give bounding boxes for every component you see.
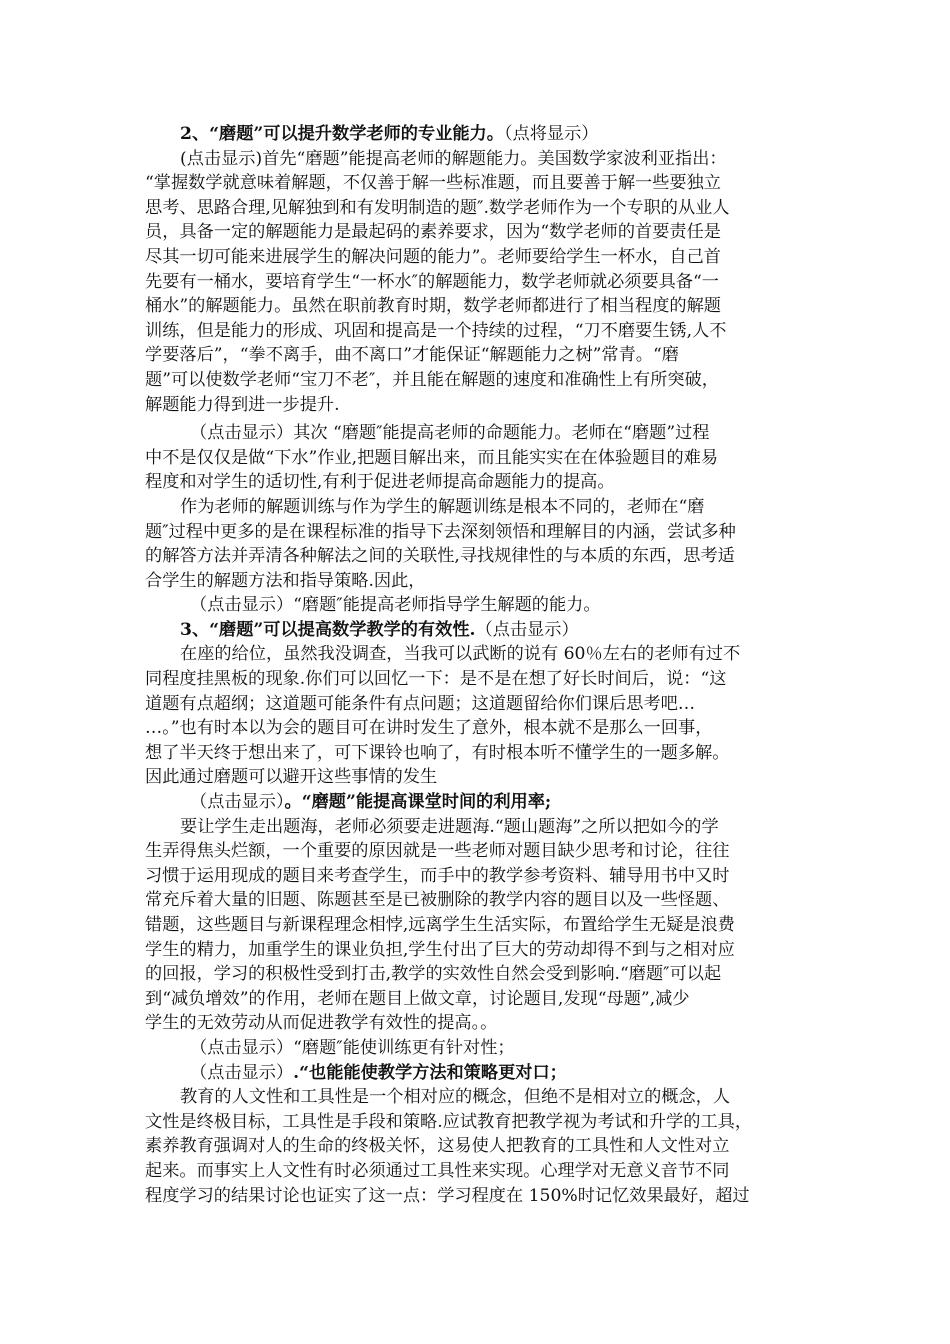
section-2-heading-note: （点将显示） <box>503 124 599 144</box>
paragraph-line: 教育的人文性和工具性是一个相对应的概念，但绝不是相对立的概念，人 <box>180 1087 731 1108</box>
paragraph-line: 生弄得焦头烂额，一个重要的原因就是一些老师对题目缺少思考和讨论，往往 <box>145 841 730 862</box>
paragraph-line: “掌握数学就意味着解题，不仅善于解一些标准题，而且要善于解一些要独立 <box>145 173 721 194</box>
paragraph-line: 道题有点超纲；这道题可能条件有点问题；这道题留给你们课后思考吧… <box>145 693 696 714</box>
paragraph-line: 学生的精力，加重学生的课业负担,学生付出了巨大的劳动却得不到与之相对应 <box>145 939 735 960</box>
section-3-heading-note: （点击显示） <box>475 619 579 640</box>
paragraph-line: 因此通过磨题可以避开这些事情的发生 <box>145 767 438 788</box>
paragraph-line: 作为老师的解题训练与作为学生的解题训练是根本不同的，老师在“磨 <box>180 496 705 517</box>
click-note: （点击显示） <box>190 792 285 813</box>
section-3-subpoint-methods: .“也能能使教学方法和策略更对口； <box>293 1062 567 1083</box>
paragraph-line: 的解答方法并弄清各种解法之间的关联性,寻找规律性的与本质的东西，思考适 <box>145 546 735 567</box>
section-3-heading-title: 3、“磨题”可以提高数学教学的有效性. <box>180 619 476 640</box>
section-3-paragraph-1 <box>145 642 810 790</box>
section-3-paragraph-2 <box>145 790 810 815</box>
section-3-heading <box>145 618 810 643</box>
section-3-paragraph-3 <box>145 815 810 1036</box>
paragraph-line: 程度学习的结果讨论也证实了这一点：学习程度在 150%时记忆效果最好，超过 <box>145 1185 750 1206</box>
paragraph-line: 常充斥着大量的旧题、陈题甚至是已被删除的教学内容的题目以及一些怪题、 <box>145 890 730 911</box>
paragraph-line: 素养教育强调对人的生命的终极关怀，这易使人把教育的工具性和人文性对立 <box>145 1136 730 1157</box>
paragraph-line: 起来。而事实上人文性有时必须通过工具性来实现。心理学对无意义音节不同 <box>145 1160 730 1181</box>
paragraph-line: 的回报，学习的积极性受到打击,教学的实效性自然会受到影响.“磨题″可以起 <box>145 964 722 985</box>
paragraph-line: 在座的给位，虽然我没调查，当我可以武断的说有 60％左右的老师有过不 <box>180 644 741 665</box>
section-2-paragraph-2 <box>145 421 810 495</box>
click-note: （点击显示） <box>190 1062 294 1083</box>
paragraph-line: 中不是仅仅是做“下水”作业,把题目解出来，而且能实实在在体验题目的难易 <box>145 447 719 468</box>
paragraph-line: 桶水”的解题能力。虽然在职前教育时期，数学老师都进行了相当程度的解题 <box>145 296 721 317</box>
paragraph-line: 习惯于运用现成的题目来考查学生，而手中的教学参考资料、辅导用书中又时 <box>145 865 730 886</box>
paragraph-line: 错题，这些题目与新课程理念相悖,远离学生生活实际，布置给学生无疑是浪费 <box>145 915 735 935</box>
paragraph-line: (点击显示)首先“磨题”能提高老师的解题能力。美国数学家波利亚指出： <box>180 148 727 169</box>
paragraph-line: 合学生的解题方法和指导策略.因此， <box>145 570 426 591</box>
section-2-heading-title: 2、“磨题”可以提升数学老师的专业能力。 <box>180 124 504 144</box>
paragraph-line: 学生的无效劳动从而促进教学有效性的提高。。 <box>145 1013 498 1034</box>
paragraph-line: （点击显示）其次 “磨题″能提高老师的命题能力。老师在“磨题”过程 <box>190 423 710 444</box>
paragraph-line: 到“减负增效”的作用，老师在题目上做文章，讨论题目,发现“母题”,减少 <box>145 988 690 1009</box>
paragraph-line: 题”可以使数学老师“宝刀不老″，并且能在解题的速度和准确性上有所突破， <box>145 369 719 390</box>
section-2-paragraph-3 <box>145 495 810 593</box>
section-3-subpoint-classroom-time: 。“磨题”能提高课堂时间的利用率; <box>284 792 552 813</box>
paragraph-line: 训练，但是能力的形成、巩固和提高是一个持续的过程，“刀不磨要生锈,人不 <box>145 320 727 341</box>
paragraph-line: 尽其一切可能来进展学生的解决问题的能力”。老师要给学生一杯水，自己首 <box>145 246 721 267</box>
paragraph-line: 学要落后”，“拳不离手，曲不离口”才能保证“解题能力之树”常青。“磨 <box>145 345 679 366</box>
paragraph-line: 文性是终极目标，工具性是手段和策略.应试教育把教学视为考试和升学的工具， <box>145 1111 753 1132</box>
section-2-paragraph-1 <box>145 147 810 418</box>
section-2-heading <box>145 122 810 147</box>
paragraph-line: 员，具备一定的解题能力是最起码的素养要求，因为“数学老师的首要责任是 <box>145 222 721 243</box>
paragraph-line: 先要有一桶水，要培育学生“一杯水″的解题能力，数学老师就必须要具备“一 <box>145 271 719 292</box>
paragraph-line: 思考、思路合理,见解独到和有发明制造的题″.数学老师作为一个专职的从业人 <box>145 197 730 218</box>
paragraph-line: …。”也有时本以为会的题目可在讲时发生了意外，根本就不是那么一回事， <box>145 718 713 739</box>
section-3-paragraph-4: （点击显示）“磨题″能使训练更有针对性； <box>190 1037 515 1058</box>
paragraph-line: 解题能力得到进一步提升. <box>145 394 340 415</box>
section-3-paragraph-6 <box>145 1085 810 1208</box>
section-2-paragraph-4: （点击显示）“磨题″能提高老师指导学生解题的能力。 <box>190 595 601 616</box>
paragraph-line: 题″过程中更多的是在课程标准的指导下去深刻领悟和理解目的内涵，尝试多种 <box>145 521 736 542</box>
paragraph-line: 想了半天终于想出来了，可下课铃也响了，有时根本听不懂学生的一题多解。 <box>145 742 730 763</box>
paragraph-line: 程度和对学生的适切性,有利于促进老师提高命题能力的提高。 <box>145 472 615 493</box>
paragraph-line: 同程度挂黑板的现象.你们可以回忆一下：是不是在想了好长时间后，说：“这 <box>145 669 727 690</box>
paragraph-line: 要让学生走出题海，老师必须要走进题海.“题山题海”之所以把如今的学 <box>180 816 719 837</box>
document-page <box>145 122 810 1208</box>
section-3-paragraph-5 <box>145 1061 810 1086</box>
